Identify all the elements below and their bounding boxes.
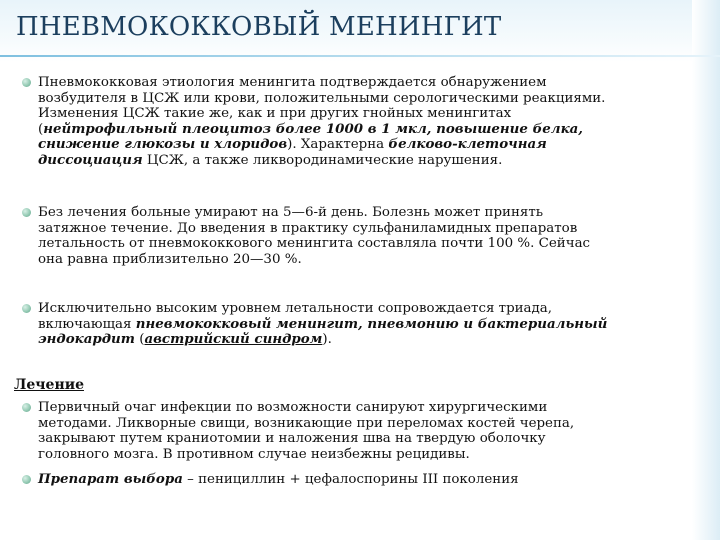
emphasis-text: Препарат выбора bbox=[38, 471, 183, 487]
bullet-prognosis bbox=[22, 205, 702, 267]
text-line: Изменения ЦСЖ такие же, как и при других гнойных менингитах bbox=[38, 106, 512, 122]
page-title: ПНЕВМОКОККОВЫЙ МЕНИНГИТ bbox=[16, 12, 502, 42]
bullet-surgical-sanitation bbox=[22, 400, 702, 462]
emphasis-text: белково-клеточная bbox=[388, 136, 547, 153]
text-line bbox=[38, 137, 702, 153]
text-line: она равна приблизительно 20—30 %. bbox=[38, 251, 302, 267]
bullet-drug-of-choice bbox=[22, 472, 702, 488]
emphasis-text: нейтрофильный плеоцитоз более 1000 в 1 мкл, повышение белка, bbox=[43, 120, 583, 137]
text-line: Исключительно высоким уровнем летальности сопровождается триада, bbox=[38, 301, 553, 316]
emphasis-text: диссоциация bbox=[38, 151, 143, 168]
bullet-icon bbox=[22, 475, 31, 484]
text-line bbox=[38, 332, 702, 348]
text-line: методами. Ликворные свищи, возникающие при переломах костей черепа, bbox=[38, 415, 575, 431]
text-line: летальность от пневмококкового менингита составляла почти 100 %. Сейчас bbox=[38, 236, 591, 252]
treatment-heading: Лечение bbox=[14, 377, 84, 393]
emphasis-text: снижение глюкозы и хлоридов bbox=[38, 136, 288, 153]
text-line: затяжное течение. До введения в практику сульфаниламидных препаратов bbox=[38, 220, 578, 236]
bullet-austrian-syndrome bbox=[22, 301, 702, 348]
text-line bbox=[38, 317, 702, 333]
text-run: ). Характерна bbox=[287, 137, 389, 153]
emphasis-text: эндокардит bbox=[38, 331, 135, 348]
bullet-icon bbox=[22, 78, 31, 87]
title-divider bbox=[0, 55, 720, 57]
bullet-icon bbox=[22, 208, 31, 217]
text-line: головного мозга. В противном случае неизбежны рецидивы. bbox=[38, 446, 470, 462]
text-run: ). bbox=[322, 332, 332, 348]
text-run: – пенициллин + цефалоспорины III поколения bbox=[182, 472, 519, 487]
emphasis-text: пневмококковый менингит, пневмонию и бактериальный bbox=[135, 315, 608, 332]
text-line: возбудителя в ЦСЖ или крови, положительными серологическими реакциями. bbox=[38, 90, 606, 106]
text-line bbox=[38, 122, 702, 138]
text-line: Пневмококковая этиология менингита подтверждается обнаружением bbox=[38, 75, 547, 90]
text-run: ЦСЖ, а также ликвородинамические нарушения. bbox=[142, 152, 503, 168]
austrian-syndrome-term: австрийский синдром bbox=[144, 331, 323, 348]
text-line: закрывают путем краниотомии и наложения шва на твердую оболочку bbox=[38, 431, 546, 447]
text-run: включающая bbox=[38, 316, 136, 332]
bullet-etiology bbox=[22, 75, 702, 169]
text-line bbox=[38, 472, 702, 488]
text-run: ( bbox=[38, 121, 44, 137]
text-line: Первичный очаг инфекции по возможности санируют хирургическими bbox=[38, 400, 548, 415]
bullet-icon bbox=[22, 304, 31, 313]
bullet-icon bbox=[22, 403, 31, 412]
text-run: ( bbox=[134, 332, 145, 348]
text-line bbox=[38, 153, 702, 169]
text-line: Без лечения больные умирают на 5—6-й день. Болезнь может принять bbox=[38, 205, 544, 220]
